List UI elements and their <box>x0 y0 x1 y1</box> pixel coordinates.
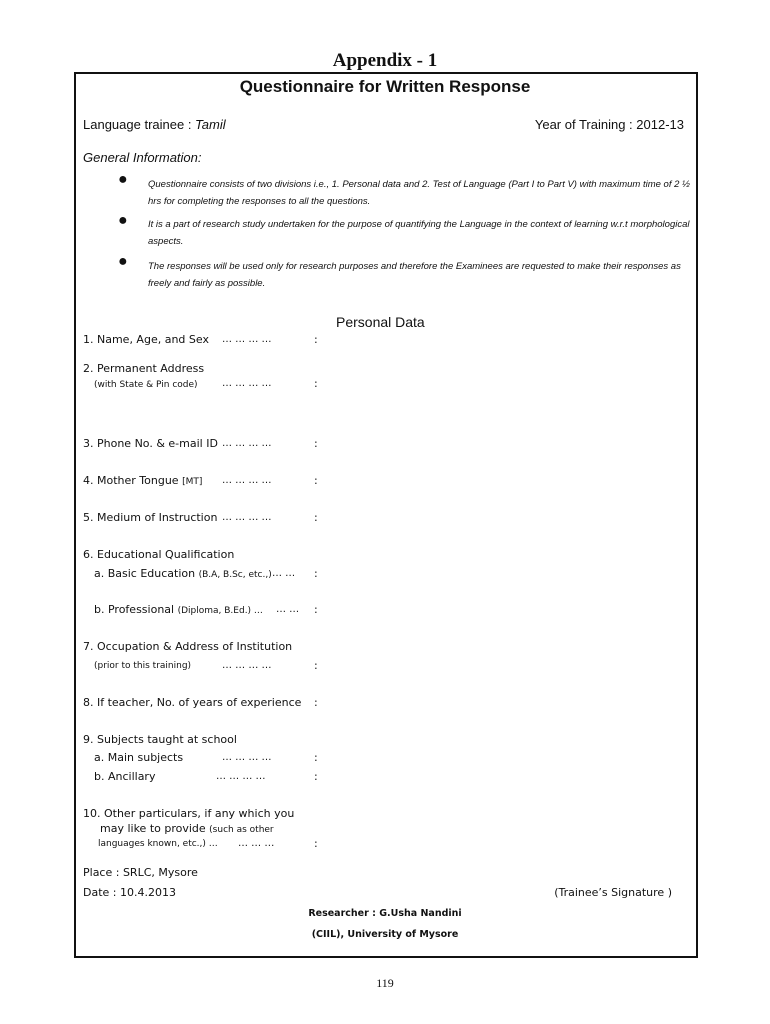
colon: : <box>314 437 318 450</box>
question-ancillary: b. Ancillary <box>94 770 156 783</box>
question-educational-qualification: 6. Educational Qualification <box>83 548 235 561</box>
question-other-particulars-line2 <box>100 822 274 837</box>
question-address-sub: (with State & Pin code) <box>94 380 198 390</box>
colon: : <box>314 659 318 672</box>
colon: : <box>314 333 318 346</box>
dots-leader: … … … … <box>222 660 272 671</box>
colon: : <box>314 696 318 709</box>
bullet-icon: ● <box>118 253 128 270</box>
date: Date : 10.4.2013 <box>83 886 176 899</box>
question-other-particulars-line2-label: may like to provide <box>100 822 210 835</box>
question-permanent-address: 2. Permanent Address <box>83 362 205 375</box>
question-subjects-taught: 9. Subjects taught at school <box>83 733 237 746</box>
page-number: 119 <box>376 976 394 990</box>
institution: (CIIL), University of Mysore <box>311 929 459 940</box>
question-basic-education-label: a. Basic Education <box>94 567 199 580</box>
question-professional-hint: (Diploma, B.Ed.) … <box>177 606 263 616</box>
dots-leader: … … … … <box>216 771 266 782</box>
language-trainee <box>83 117 226 132</box>
bullet-text-1: Questionnaire consists of two divisions i.e., 1. Personal data and 2. Test of Language (Part I to Part V) with maximum time of 2 ½ hrs for completing the responses to all the questions. <box>148 179 690 207</box>
dots-leader: … … <box>276 604 300 615</box>
appendix-title: Appendix - 1 <box>332 50 438 71</box>
dots-leader: … … … … <box>222 475 272 486</box>
question-name-age-sex: 1. Name, Age, and Sex <box>83 333 209 346</box>
bullet-text-2: It is a part of research study undertaken for the purpose of quantifying the Language in the context of learning w.r.t morphological aspects. <box>148 219 690 247</box>
researcher: Researcher : G.Usha Nandini <box>308 908 462 919</box>
question-mother-tongue-label: 4. Mother Tongue <box>83 474 183 487</box>
bullet-icon: ● <box>118 212 128 229</box>
question-basic-education-hint: (B.A, B.Sc, etc.,) <box>198 570 272 580</box>
language-trainee-label: Language trainee : <box>83 117 196 132</box>
question-phone-email: 3. Phone No. & e-mail ID <box>83 437 218 450</box>
colon: : <box>314 751 318 764</box>
question-other-particulars-line3: languages known, etc.,) … <box>98 839 218 849</box>
colon: : <box>314 474 318 487</box>
form-title: Questionnaire for Written Response <box>239 77 531 96</box>
question-other-particulars-line2-hint: (such as other <box>209 825 274 835</box>
dots-leader: … … … <box>238 838 275 849</box>
question-professional-label: b. Professional <box>94 603 178 616</box>
question-occupation-institution: 7. Occupation & Address of Institution <box>83 640 293 653</box>
year-of-training: Year of Training : 2012-13 <box>534 117 684 132</box>
question-medium-of-instruction: 5. Medium of Instruction <box>83 511 218 524</box>
dots-leader: … … … … <box>222 334 272 345</box>
bullet-icon: ● <box>118 171 128 188</box>
colon: : <box>314 511 318 524</box>
colon: : <box>314 770 318 783</box>
question-teacher-experience: 8. If teacher, No. of years of experience <box>83 696 302 709</box>
dots-leader: … … <box>272 568 296 579</box>
dots-leader: … … … … <box>222 752 272 763</box>
colon: : <box>314 377 318 390</box>
question-mother-tongue-abbr: [MT] <box>182 477 203 487</box>
dots-leader: … … … … <box>222 378 272 389</box>
personal-data-heading: Personal Data <box>336 314 425 330</box>
dots-leader: … … … … <box>222 438 272 449</box>
question-other-particulars: 10. Other particulars, if any which you <box>83 807 295 820</box>
question-professional <box>94 603 263 618</box>
colon: : <box>314 567 318 580</box>
language-trainee-value: Tamil <box>195 117 226 132</box>
question-mother-tongue <box>83 474 202 489</box>
colon: : <box>314 837 318 850</box>
place: Place : SRLC, Mysore <box>83 866 198 879</box>
dots-leader: … … … … <box>222 512 272 523</box>
trainee-signature: (Trainee’s Signature ) <box>554 886 672 899</box>
question-main-subjects: a. Main subjects <box>94 751 184 764</box>
colon: : <box>314 603 318 616</box>
question-occupation-sub: (prior to this training) <box>94 661 192 671</box>
question-basic-education <box>94 567 272 582</box>
bullet-text-3: The responses will be used only for research purposes and therefore the Examinees are requested to make their responses as freely and fairly as possible. <box>148 261 681 289</box>
general-information-heading: General Information: <box>83 150 202 165</box>
